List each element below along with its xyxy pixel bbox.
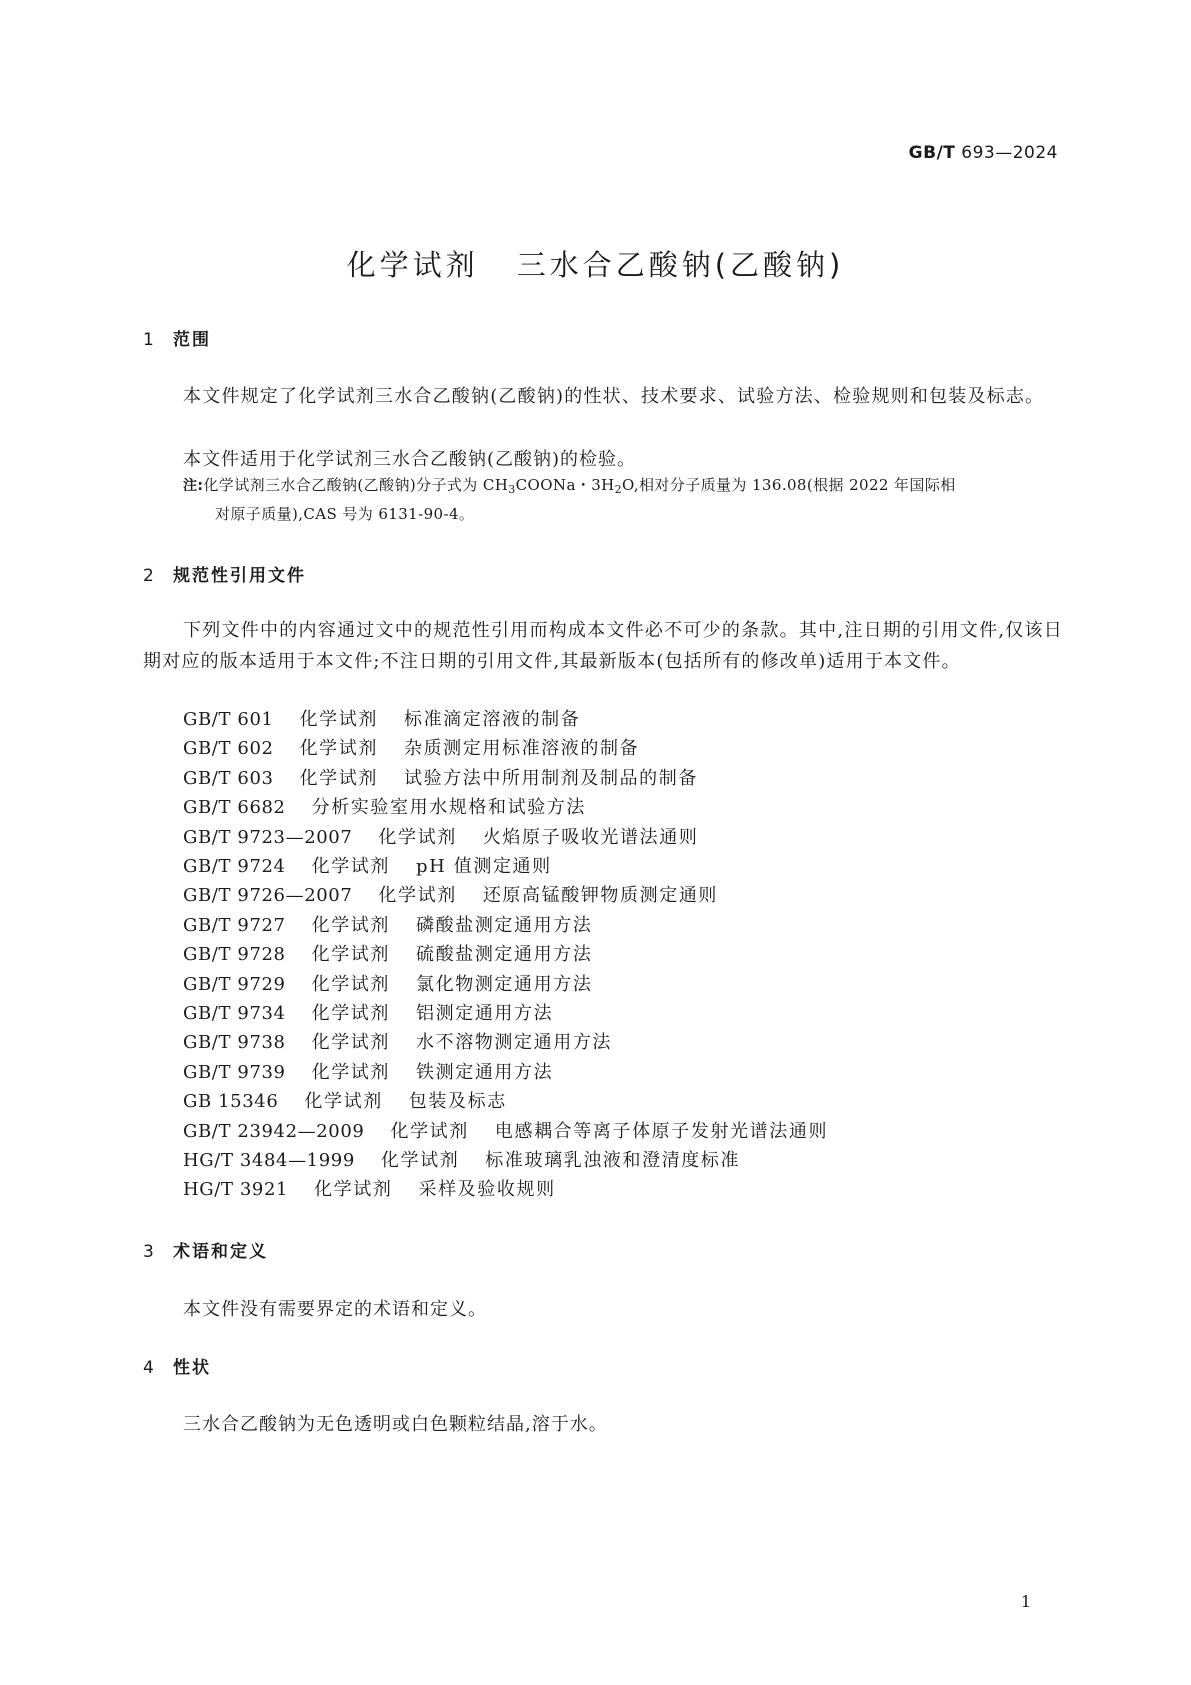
reference-code: GB/T 9724 bbox=[183, 856, 286, 877]
reference-item bbox=[183, 999, 553, 1025]
reference-title-part-1: 化学试剂 bbox=[311, 856, 391, 877]
reference-title-part-1: 分析实验室用水规格和试验方法 bbox=[311, 797, 587, 819]
section-title: 范围 bbox=[173, 330, 211, 350]
section-1-heading bbox=[143, 325, 211, 350]
section-1-paragraph-2: 本文件适用于化学试剂三水合乙酸钠(乙酸钠)的检验。 bbox=[183, 449, 637, 470]
reference-title-part-1: 化学试剂 bbox=[311, 1032, 391, 1054]
section-3-paragraph: 本文件没有需要界定的术语和定义。 bbox=[183, 1299, 487, 1320]
reference-code: GB/T 603 bbox=[183, 767, 274, 789]
title-part-2: 三水合乙酸钠(乙酸钠) bbox=[516, 248, 845, 282]
reference-title-part-1: 化学试剂 bbox=[380, 1150, 460, 1171]
reference-item bbox=[183, 793, 586, 819]
reference-title-part-2: 试验方法中所用制剂及制品的制备 bbox=[403, 767, 698, 789]
reference-title-part-1: 化学试剂 bbox=[311, 1061, 391, 1083]
reference-title-part-2: 磷酸盐测定通用方法 bbox=[416, 914, 593, 936]
reference-code: GB/T 601 bbox=[183, 709, 274, 730]
section-4-paragraph: 三水合乙酸钠为无色透明或白色颗粒结晶,溶于水。 bbox=[183, 1414, 608, 1435]
reference-title-part-1: 化学试剂 bbox=[311, 914, 391, 936]
reference-item bbox=[183, 823, 698, 849]
reference-title-part-1: 化学试剂 bbox=[299, 738, 378, 760]
reference-code: GB/T 9728 bbox=[183, 944, 286, 966]
reference-title-part-2: 包装及标志 bbox=[408, 1091, 507, 1113]
reference-title-part-2: 铁测定通用方法 bbox=[416, 1061, 554, 1083]
reference-title-part-2: 杂质测定用标准溶液的制备 bbox=[403, 738, 640, 760]
reference-code: GB/T 9734 bbox=[183, 1003, 286, 1024]
section-1-paragraph-1: 本文件规定了化学试剂三水合乙酸钠(乙酸钠)的性状、技术要求、试验方法、检验规则和包装及标志。 bbox=[183, 386, 1045, 407]
reference-title-part-1: 化学试剂 bbox=[311, 1003, 391, 1024]
reference-item bbox=[183, 1175, 556, 1201]
reference-title-part-1: 化学试剂 bbox=[390, 1120, 469, 1142]
reference-title-part-1: 化学试剂 bbox=[299, 709, 378, 730]
reference-item bbox=[183, 911, 592, 937]
note-line-1: 注:化学试剂三水合乙酸钠(乙酸钠)分子式为 $CH_3COONa$・$3H_2O$,相对分子质量为 136.08(根据 2022 年国际相 bbox=[183, 476, 956, 496]
standard-number bbox=[909, 143, 1058, 163]
reference-title-part-1: 化学试剂 bbox=[299, 767, 378, 789]
section-2-heading bbox=[143, 561, 306, 586]
reference-code: GB/T 23942—2009 bbox=[183, 1120, 365, 1142]
reference-title-part-2: 水不溶物测定通用方法 bbox=[416, 1032, 613, 1054]
section-title: 规范性引用文件 bbox=[173, 566, 306, 586]
reference-code: GB/T 9738 bbox=[183, 1032, 286, 1054]
reference-code: GB/T 602 bbox=[183, 738, 274, 760]
section-1-note bbox=[183, 471, 1063, 528]
reference-title-part-2: 火焰原子吸收光谱法通则 bbox=[482, 826, 699, 848]
reference-title-part-2: 采样及验收规则 bbox=[418, 1179, 556, 1201]
note-line-2: 对原子质量),CAS 号为 6131-90-4。 bbox=[215, 505, 475, 523]
section-number: 1 bbox=[143, 330, 156, 350]
reference-item bbox=[183, 970, 592, 996]
reference-title-part-1: 化学试剂 bbox=[378, 885, 457, 907]
reference-item bbox=[183, 764, 698, 790]
reference-title-part-2: 铝测定通用方法 bbox=[416, 1003, 554, 1024]
reference-title-part-2: pH 值测定通则 bbox=[416, 856, 552, 877]
reference-code: GB 15346 bbox=[183, 1091, 279, 1113]
reference-title-part-2: 电感耦合等离子体原子发射光谱法通则 bbox=[494, 1120, 829, 1142]
reference-item bbox=[183, 1146, 740, 1172]
reference-code: GB/T 9726—2007 bbox=[183, 885, 353, 907]
reference-title-part-2: 硫酸盐测定通用方法 bbox=[416, 944, 593, 966]
section-2-paragraph: 下列文件中的内容通过文中的规范性引用而构成本文件必不可少的条款。其中,注日期的引用文件,仅该日期对应的版本适用于本文件;不注日期的引用文件,其最新版本(包括所有的修改单)适用于本文件。 bbox=[143, 620, 1063, 672]
section-number: 2 bbox=[143, 566, 156, 586]
reference-item bbox=[183, 881, 718, 907]
reference-item bbox=[183, 705, 580, 731]
reference-title-part-2: 标准玻璃乳浊液和澄清度标准 bbox=[485, 1150, 741, 1171]
reference-item bbox=[183, 1028, 612, 1054]
section-number: 4 bbox=[143, 1358, 156, 1378]
title-part-1: 化学试剂 bbox=[346, 248, 479, 282]
reference-title-part-2: 还原高锰酸钾物质测定通则 bbox=[482, 885, 719, 907]
reference-item bbox=[183, 852, 552, 878]
standard-prefix: GB/T bbox=[908, 143, 956, 163]
reference-item bbox=[183, 1117, 828, 1143]
reference-code: HG/T 3921 bbox=[183, 1179, 289, 1201]
reference-code: GB/T 9727 bbox=[183, 914, 286, 936]
document-title bbox=[0, 243, 1191, 284]
reference-code: GB/T 6682 bbox=[183, 797, 286, 819]
reference-code: GB/T 9729 bbox=[183, 973, 286, 995]
reference-title-part-1: 化学试剂 bbox=[311, 973, 391, 995]
reference-item bbox=[183, 940, 592, 966]
reference-code: GB/T 9723—2007 bbox=[183, 826, 353, 848]
reference-title-part-1: 化学试剂 bbox=[311, 944, 391, 966]
standard-code: 693—2024 bbox=[961, 143, 1058, 163]
section-3-heading bbox=[143, 1237, 268, 1262]
reference-title-part-1: 化学试剂 bbox=[378, 826, 457, 848]
reference-code: HG/T 3484—1999 bbox=[183, 1150, 355, 1171]
section-number: 3 bbox=[143, 1242, 156, 1262]
reference-title-part-1: 化学试剂 bbox=[304, 1091, 383, 1113]
page-number: 1 bbox=[1020, 1592, 1031, 1611]
reference-title-part-2: 标准滴定溶液的制备 bbox=[403, 709, 581, 730]
reference-code: GB/T 9739 bbox=[183, 1061, 286, 1083]
reference-item bbox=[183, 1087, 507, 1113]
reference-item bbox=[183, 734, 639, 760]
note-label: 注: bbox=[183, 478, 204, 494]
section-title: 术语和定义 bbox=[173, 1242, 268, 1262]
reference-item bbox=[183, 1058, 553, 1084]
section-4-heading bbox=[143, 1353, 211, 1378]
section-title: 性状 bbox=[173, 1358, 211, 1378]
reference-title-part-1: 化学试剂 bbox=[314, 1179, 393, 1201]
reference-title-part-2: 氯化物测定通用方法 bbox=[416, 973, 593, 995]
